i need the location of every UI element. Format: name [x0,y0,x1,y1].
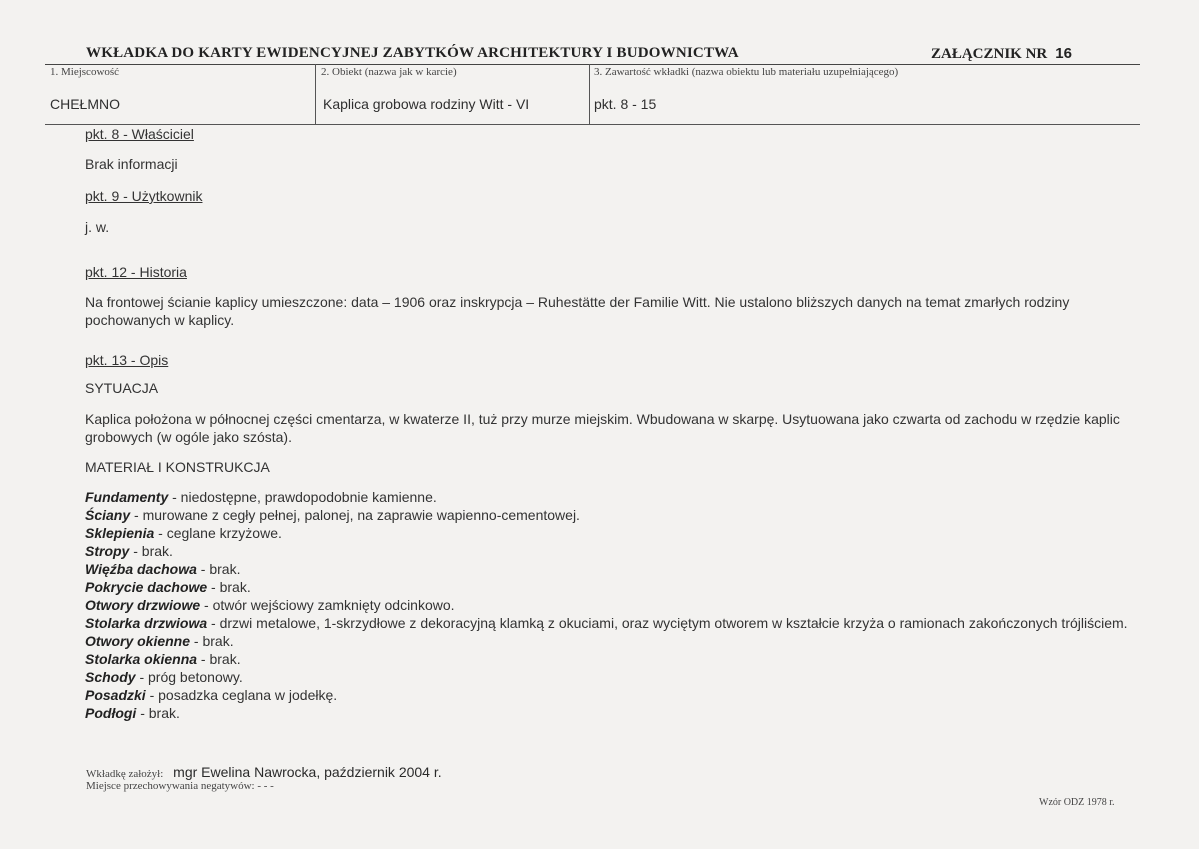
negatives-location: Miejsce przechowywania negatywów: - - - [86,780,274,792]
material-item [85,668,1135,686]
material-desc: - brak. [136,705,180,721]
material-term: Stolarka drzwiowa [85,615,208,631]
material-term: Sklepienia [85,525,155,541]
material-item [85,488,1135,506]
material-item [85,506,1135,524]
material-desc: - brak. [207,579,251,595]
material-term: Schody [85,669,136,685]
material-item [85,596,1135,614]
material-item [85,542,1135,560]
author-label: Wkładkę założył: [86,768,164,780]
material-desc: - brak. [129,543,173,559]
material-desc: - otwór wejściowy zamknięty odcinkowo. [200,597,455,613]
material-item [85,704,1135,722]
material-term: Podłogi [85,705,137,721]
column-divider-1 [315,64,316,124]
form-title: WKŁADKA DO KARTY EWIDENCYJNEJ ZABYTKÓW ARCHITEKTURY I BUDOWNICTWA [86,45,739,61]
material-term: Fundamenty [85,489,169,505]
materials-list [85,488,1135,722]
insert-content [85,125,1135,722]
material-desc: - brak. [196,561,241,577]
section-heading-description: pkt. 13 - Opis [85,352,169,368]
material-item [85,560,1135,578]
section-heading-user: pkt. 9 - Użytkownik [85,188,203,204]
material-item [85,578,1135,596]
material-term: Ściany [85,507,131,523]
material-desc: - brak. [197,651,241,667]
column-divider-2 [589,64,590,124]
field-value-object: Kaplica grobowa rodziny Witt - VI [323,96,530,112]
situation-heading: SYTUACJA [85,380,159,396]
material-desc: - ceglane krzyżowe. [154,525,282,541]
material-term: Stropy [85,543,130,559]
material-term: Otwory drzwiowe [85,597,201,613]
attachment-heading [931,45,1072,63]
material-desc: - posadzka ceglana w jodełkę. [145,687,338,703]
field-value-locality: CHEŁMNO [50,96,121,112]
situation-text: Kaplica położona w północnej części cmentarza, w kwaterze II, tuż przy murze miejskim. Wbudowana w skarpę. Usytuowana jako czwarta od zachodu w rzędzie kaplic grobowych (w ogóle jako szósta). [85,411,1120,445]
attachment-number: 16 [1055,45,1072,62]
section-text-owner: Brak informacji [85,156,178,172]
section-heading-history: pkt. 12 - Historia [85,264,187,280]
material-desc: - drzwi metalowe, 1-skrzydłowe z dekoracyjną klamką z okuciami, oraz wyciętym otworem w kształcie krzyża o ramionach zakończonych trójliściem. [207,615,1128,631]
material-desc: - brak. [190,633,234,649]
material-term: Więźba dachowa [85,561,197,577]
header-rule [45,64,1140,65]
author-value: mgr Ewelina Nawrocka, październik 2004 r. [173,764,442,780]
material-item [85,650,1135,668]
section-text-history: Na frontowej ścianie kaplicy umieszczone: data – 1906 oraz inskrypcja – Ruhestätte der Familie Witt. Nie ustalono bliższych danych na temat zmarłych rodziny pochowanych w kaplicy. [85,294,1070,328]
material-desc: - próg betonowy. [135,669,243,685]
material-term: Pokrycie dachowe [85,579,208,595]
section-heading-owner: pkt. 8 - Właściciel [85,126,194,142]
field-label-object: 2. Obiekt (nazwa jak w karcie) [321,66,457,78]
field-label-contents: 3. Zawartość wkładki (nazwa obiektu lub materiału uzupełniającego) [594,66,899,78]
material-term: Posadzki [85,687,146,703]
material-heading: MATERIAŁ I KONSTRUKCJA [85,459,270,475]
material-item [85,632,1135,650]
material-term: Stolarka okienna [85,651,198,667]
author-line [86,764,442,780]
field-value-contents: pkt. 8 - 15 [594,96,657,112]
material-item [85,524,1135,542]
section-text-user: j. w. [85,219,110,235]
attachment-label: ZAŁĄCZNIK NR [931,46,1048,62]
material-term: Otwory okienne [85,633,191,649]
material-desc: - murowane z cegły pełnej, palonej, na zaprawie wapienno-cementowej. [130,507,580,523]
field-label-locality: 1. Miejscowość [50,66,120,78]
material-item [85,614,1135,632]
material-desc: - niedostępne, prawdopodobnie kamienne. [168,489,437,505]
form-model: Wzór ODZ 1978 r. [1039,797,1115,808]
material-item [85,686,1135,704]
